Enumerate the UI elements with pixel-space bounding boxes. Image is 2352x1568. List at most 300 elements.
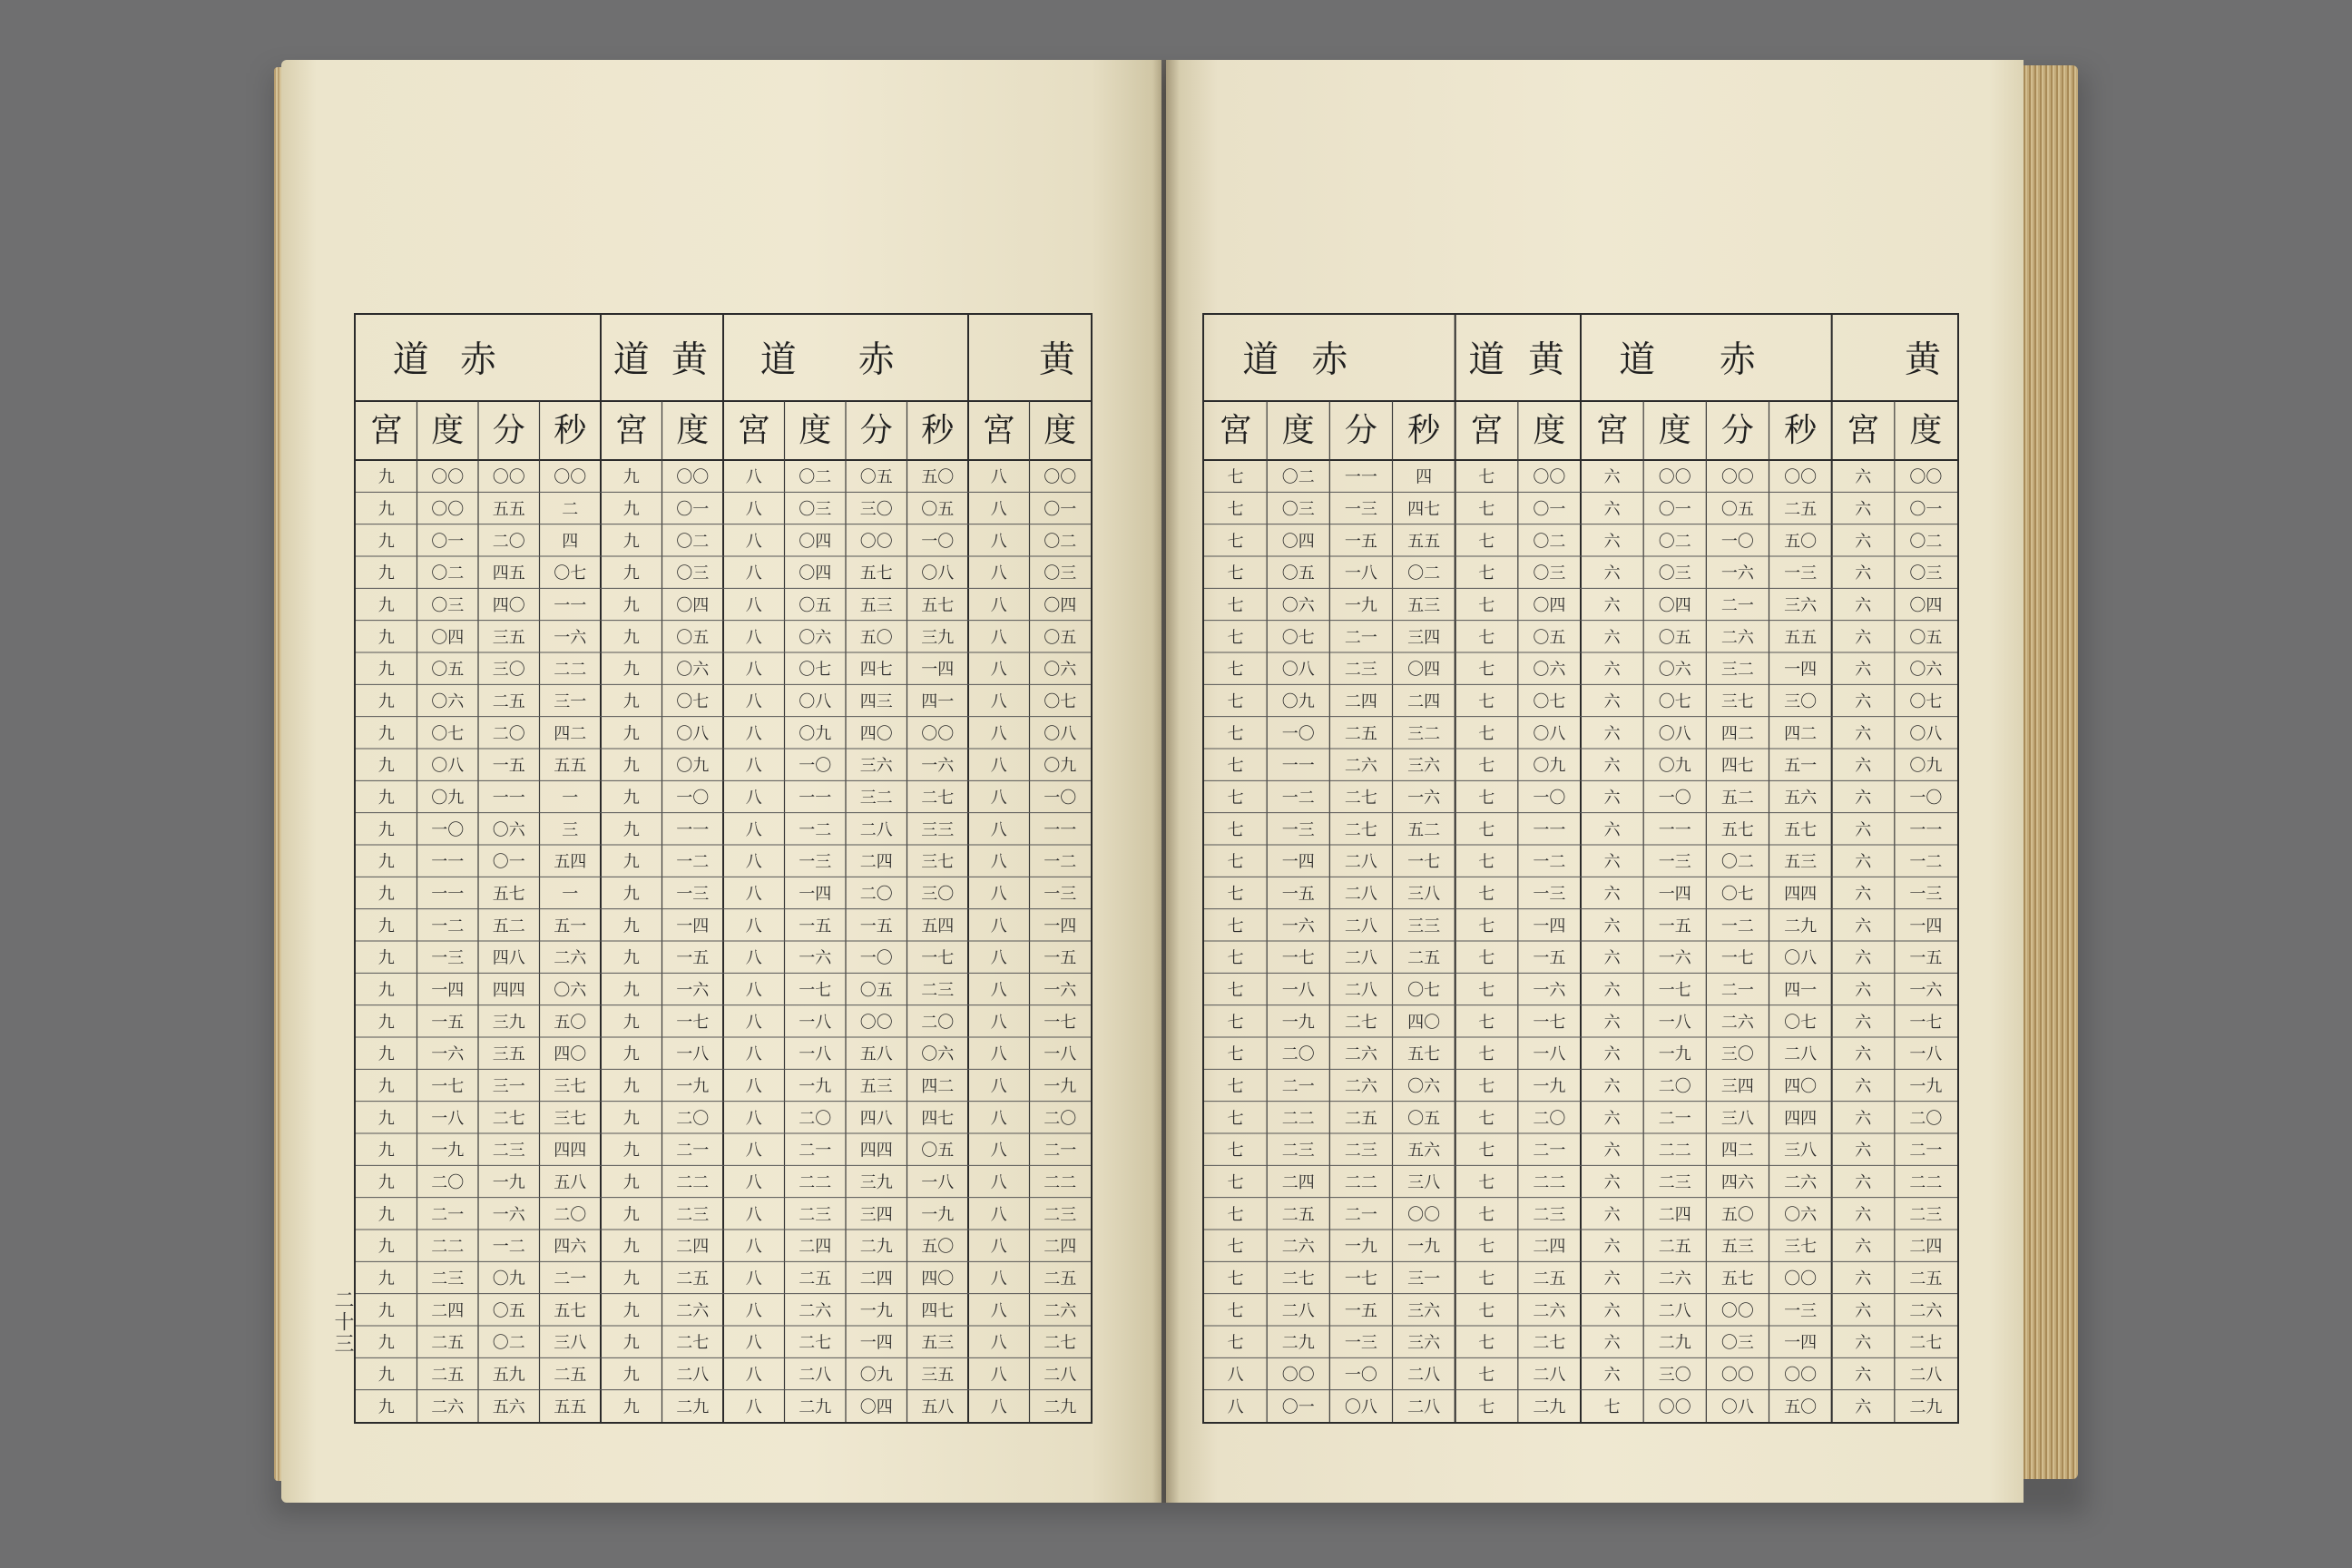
right-cell: 〇七	[1909, 692, 1943, 712]
right-cell: 三八	[1784, 1141, 1818, 1161]
right-cell: 二六	[1720, 1013, 1754, 1033]
left-cell: 二六	[1044, 1301, 1077, 1321]
right-cell: 六	[1603, 916, 1621, 936]
right-cell: 〇〇	[1909, 467, 1943, 487]
right-cell: 一三	[1784, 564, 1818, 583]
left-cell: 八	[990, 692, 1007, 712]
right-cell: 〇二	[1658, 532, 1691, 552]
left-header-3: 道	[612, 338, 650, 381]
left-cell: 四〇	[859, 724, 893, 744]
left-cell: 八	[990, 916, 1007, 936]
left-cell: 九	[622, 1301, 640, 1321]
left-cell: 三五	[492, 1044, 525, 1064]
left-cell: 五二	[492, 916, 525, 936]
right-cell: 二九	[1784, 916, 1818, 936]
left-cell: 一五	[676, 948, 710, 968]
left-cell: 〇〇	[859, 1013, 893, 1033]
left-cell: 一四	[431, 981, 465, 1001]
left-cell: 〇九	[431, 789, 465, 808]
right-cell: 七	[1478, 596, 1495, 616]
right-cell: 六	[1855, 1013, 1872, 1033]
left-cell: 九	[377, 1077, 395, 1097]
left-cell: 一六	[921, 756, 955, 776]
left-cell: 九	[377, 1397, 395, 1417]
left-cell: 〇六	[676, 660, 710, 680]
right-cell: 二七	[1344, 820, 1377, 840]
right-cell: 一七	[1407, 852, 1441, 872]
left-cell: 三〇	[492, 660, 525, 680]
left-cell: 二〇	[859, 885, 893, 905]
left-cell: 五〇	[921, 1237, 955, 1257]
left-cell: 〇八	[676, 724, 710, 744]
left-cell: 二四	[859, 1269, 893, 1289]
left-cell: 四二	[921, 1077, 955, 1097]
left-cell: 一八	[431, 1109, 465, 1129]
right-cell: 七	[1478, 948, 1495, 968]
right-cell: 六	[1603, 981, 1621, 1001]
right-cell: 四二	[1720, 724, 1754, 744]
left-cell: 九	[622, 596, 640, 616]
left-cell: 四一	[921, 692, 955, 712]
left-cell: 一〇	[1044, 789, 1077, 808]
right-cell: 五六	[1407, 1141, 1441, 1161]
right-cell: 一〇	[1909, 789, 1943, 808]
left-cell: 一九	[676, 1077, 710, 1097]
right-cell: 〇五	[1658, 628, 1691, 648]
right-cell: 一二	[1533, 852, 1566, 872]
right-cell: 〇六	[1407, 1077, 1441, 1097]
right-cell: 〇四	[1407, 660, 1441, 680]
right-table-row	[1228, 1109, 1943, 1128]
right-subheader-6: 宮	[1595, 412, 1629, 450]
left-subheader-3: 秒	[554, 412, 587, 450]
right-cell: 〇八	[1344, 1397, 1377, 1417]
right-cell: 七	[1227, 948, 1244, 968]
right-cell: 〇五	[1533, 628, 1566, 648]
left-cell: 一六	[676, 981, 710, 1001]
left-cell: 二四	[859, 852, 893, 872]
left-cell: 八	[745, 1333, 762, 1353]
right-cell: 六	[1603, 660, 1621, 680]
left-cell: 一七	[799, 981, 832, 1001]
left-table-row	[378, 1397, 1077, 1416]
right-subheader-2: 分	[1344, 412, 1377, 450]
right-cell: 〇六	[1281, 596, 1315, 616]
left-cell: 九	[377, 692, 395, 712]
right-cell: 二三	[1909, 1205, 1943, 1225]
book-gutter	[1152, 60, 1180, 1503]
left-cell: 五八	[921, 1397, 955, 1417]
left-table-row	[378, 468, 1077, 487]
right-cell: 四七	[1720, 756, 1754, 776]
right-table-row	[1228, 724, 1943, 743]
right-cell: 七	[1227, 1141, 1244, 1161]
left-cell: 五三	[921, 1333, 955, 1353]
left-subheader-4: 宮	[614, 412, 648, 450]
right-cell: 七	[1227, 789, 1244, 808]
right-cell: 七	[1227, 1013, 1244, 1033]
left-cell: 三六	[859, 756, 893, 776]
right-cell: 一七	[1720, 948, 1754, 968]
right-cell: 六	[1855, 1301, 1872, 1321]
left-table-row	[378, 1173, 1077, 1192]
left-cell: 八	[990, 820, 1007, 840]
right-subheader-5: 度	[1533, 412, 1566, 450]
left-cell: 一一	[676, 820, 710, 840]
left-cell: 一五	[492, 756, 525, 776]
left-cell: 一六	[1044, 981, 1077, 1001]
left-cell: 九	[377, 467, 395, 487]
right-cell: 一一	[1533, 820, 1566, 840]
left-cell: 三七	[921, 852, 955, 872]
right-cell: 三八	[1407, 1173, 1441, 1193]
right-cell: 七	[1478, 564, 1495, 583]
left-cell: 九	[377, 1333, 395, 1353]
left-cell: 八	[745, 885, 762, 905]
left-cell: 三四	[859, 1205, 893, 1225]
left-cell: 〇九	[676, 756, 710, 776]
right-cell: 一一	[1344, 467, 1377, 487]
left-cell: 八	[990, 467, 1007, 487]
right-cell: 三〇	[1658, 1366, 1691, 1386]
right-subheader-1: 度	[1281, 412, 1315, 450]
left-cell: 一一	[554, 596, 587, 616]
left-table-row	[378, 1269, 1077, 1289]
left-cell: 〇二	[1044, 532, 1077, 552]
right-cell: 二二	[1909, 1173, 1943, 1193]
right-cell: 五七	[1784, 820, 1818, 840]
right-cell: 二三	[1344, 1141, 1377, 1161]
right-cell: 〇四	[1658, 596, 1691, 616]
left-cell: 二五	[1044, 1269, 1077, 1289]
right-cell: 一六	[1658, 948, 1691, 968]
right-cell: 五五	[1407, 532, 1441, 552]
left-cell: 九	[622, 916, 640, 936]
left-header-5: 道	[760, 338, 797, 381]
right-cell: 六	[1603, 1044, 1621, 1064]
right-cell: 六	[1603, 596, 1621, 616]
left-cell: 〇一	[492, 852, 525, 872]
right-cell: 二四	[1533, 1237, 1566, 1257]
left-table-row	[378, 1238, 1077, 1257]
right-cell: 二六	[1533, 1301, 1566, 1321]
right-cell: 一一	[1281, 756, 1315, 776]
left-cell: 四〇	[492, 596, 525, 616]
left-cell: 〇〇	[492, 467, 525, 487]
left-cell: 〇三	[676, 564, 710, 583]
right-cell: 六	[1855, 1109, 1872, 1129]
right-cell: 二八	[1784, 1044, 1818, 1064]
left-cell: 二〇	[431, 1173, 465, 1193]
right-cell: 一三	[1344, 500, 1377, 520]
left-cell: 三七	[554, 1109, 587, 1129]
right-cell: 二八	[1344, 948, 1377, 968]
left-cell: 一〇	[799, 756, 832, 776]
left-cell: 八	[745, 596, 762, 616]
left-cell: 一九	[799, 1077, 832, 1097]
right-cell: 七	[1227, 1077, 1244, 1097]
left-cell: 二一	[676, 1141, 710, 1161]
left-cell: 一三	[676, 885, 710, 905]
right-cell: 一四	[1909, 916, 1943, 936]
right-cell: 七	[1478, 1397, 1495, 1417]
left-table-row	[378, 724, 1077, 743]
left-cell: 〇二	[676, 532, 710, 552]
right-cell: 一六	[1407, 789, 1441, 808]
right-cell: 七	[1478, 1301, 1495, 1321]
left-cell: 三五	[921, 1366, 955, 1386]
left-cell: 八	[745, 1173, 762, 1193]
right-header-2: 黄	[1527, 338, 1564, 381]
left-cell: 九	[622, 756, 640, 776]
left-cell: 二四	[1044, 1237, 1077, 1257]
left-cell: 八	[745, 1397, 762, 1417]
left-astronomical-table	[356, 315, 1091, 1422]
left-cell: 九	[377, 852, 395, 872]
right-cell: 七	[1478, 820, 1495, 840]
left-cell: 一〇	[676, 789, 710, 808]
left-cell: 八	[990, 1013, 1007, 1033]
left-cell: 二八	[676, 1366, 710, 1386]
right-cell: 二一	[1281, 1077, 1315, 1097]
left-cell: 〇五	[859, 467, 893, 487]
left-cell: 一四	[921, 660, 955, 680]
right-cell: 二八	[1344, 885, 1377, 905]
right-cell: 二四	[1407, 692, 1441, 712]
left-cell: 〇五	[921, 1141, 955, 1161]
left-table-row	[378, 789, 1077, 808]
left-cell: 五四	[921, 916, 955, 936]
left-cell: 一九	[921, 1205, 955, 1225]
left-cell: 八	[990, 1237, 1007, 1257]
left-cell: 九	[622, 789, 640, 808]
left-cell: 九	[377, 1301, 395, 1321]
right-cell: 一五	[1533, 948, 1566, 968]
right-cell: 七	[1478, 1077, 1495, 1097]
left-cell: 九	[377, 1269, 395, 1289]
right-cell: 六	[1603, 500, 1621, 520]
left-cell: 五八	[859, 1044, 893, 1064]
left-cell: 八	[990, 1044, 1007, 1064]
right-cell: 二九	[1909, 1397, 1943, 1417]
right-table-row	[1228, 1397, 1943, 1416]
left-cell: 一二	[431, 916, 465, 936]
left-cell: 五三	[859, 596, 893, 616]
right-cell: 一〇	[1344, 1366, 1377, 1386]
left-cell: 二四	[799, 1237, 832, 1257]
left-cell: 〇〇	[1044, 467, 1077, 487]
right-cell: 七	[1478, 500, 1495, 520]
left-cell: 八	[990, 660, 1007, 680]
right-cell: 二五	[1281, 1205, 1315, 1225]
left-cell: 〇三	[431, 596, 465, 616]
right-cell: 六	[1855, 1205, 1872, 1225]
left-cell: 二三	[431, 1269, 465, 1289]
right-cell: 二五	[1407, 948, 1441, 968]
right-cell: 五三	[1720, 1237, 1754, 1257]
left-cell: 八	[745, 1077, 762, 1097]
left-cell: 五七	[554, 1301, 587, 1321]
left-cell: 八	[990, 724, 1007, 744]
right-cell: 六	[1855, 467, 1872, 487]
right-table-row	[1228, 1301, 1944, 1320]
left-cell: 九	[622, 500, 640, 520]
right-cell: 六	[1603, 885, 1621, 905]
left-cell: 二一	[1044, 1141, 1077, 1161]
right-cell: 七	[1478, 756, 1495, 776]
left-cell: 一三	[1044, 885, 1077, 905]
left-cell: 二〇	[676, 1109, 710, 1129]
left-cell: 二六	[799, 1301, 832, 1321]
right-cell: 六	[1603, 628, 1621, 648]
right-cell: 六	[1603, 789, 1621, 808]
left-cell: 八	[745, 948, 762, 968]
right-cell: 一四	[1784, 1333, 1818, 1353]
left-cell: 四〇	[921, 1269, 955, 1289]
right-cell: 〇〇	[1658, 467, 1691, 487]
left-header-4: 赤	[858, 338, 895, 381]
right-cell: 六	[1855, 500, 1872, 520]
right-cell: 〇一	[1658, 500, 1691, 520]
left-cell: 〇〇	[431, 467, 465, 487]
left-cell: 二三	[921, 981, 955, 1001]
left-cell: 四二	[554, 724, 587, 744]
left-cell: 〇五	[799, 596, 832, 616]
right-cell: 〇五	[1281, 564, 1315, 583]
right-table-row	[1228, 757, 1943, 776]
left-cell: 一二	[676, 852, 710, 872]
left-cell: 九	[622, 1269, 640, 1289]
right-cell: 三六	[1407, 1301, 1441, 1321]
right-cell: 〇二	[1281, 467, 1315, 487]
right-cell: 二六	[1658, 1269, 1691, 1289]
right-cell: 六	[1603, 1013, 1621, 1033]
left-cell: 一一	[1044, 820, 1077, 840]
right-table-row	[1228, 692, 1943, 711]
right-cell: 七	[1227, 628, 1244, 648]
left-cell: 二二	[799, 1173, 832, 1193]
left-subheader-8: 分	[859, 412, 893, 450]
right-cell: 二四	[1909, 1237, 1943, 1257]
left-cell: 二〇	[492, 532, 525, 552]
left-cell: 〇五	[859, 981, 893, 1001]
left-cell: 〇六	[431, 692, 465, 712]
open-book	[281, 60, 2082, 1503]
right-cell: 一三	[1533, 885, 1566, 905]
right-cell: 五二	[1720, 789, 1754, 808]
right-subheader-0: 宮	[1219, 412, 1252, 450]
right-cell: 四二	[1784, 724, 1818, 744]
left-subheader-7: 度	[799, 412, 832, 450]
left-cell: 五五	[554, 1397, 587, 1417]
right-cell: 二八	[1344, 852, 1377, 872]
left-cell: 二七	[799, 1333, 832, 1353]
right-cell: 六	[1603, 1237, 1621, 1257]
left-cell: 八	[990, 1077, 1007, 1097]
right-cell: 七	[1227, 692, 1244, 712]
right-header-0: 赤	[1311, 338, 1348, 381]
left-cell: 二五	[492, 692, 525, 712]
left-cell: 〇八	[921, 564, 955, 583]
right-cell: 五七	[1407, 1044, 1441, 1064]
right-cell: 一六	[1909, 981, 1943, 1001]
right-cell: 四〇	[1407, 1013, 1441, 1033]
right-cell: 〇三	[1281, 500, 1315, 520]
left-cell: 〇〇	[676, 467, 710, 487]
right-cell: 二九	[1533, 1397, 1566, 1417]
left-cell: 二一	[554, 1269, 587, 1289]
left-cell: 一六	[554, 628, 587, 648]
left-cell: 二八	[1044, 1366, 1077, 1386]
left-cell: 八	[745, 1141, 762, 1161]
left-subheader-9: 秒	[921, 412, 955, 450]
right-cell: 七	[1478, 1269, 1495, 1289]
right-cell: 六	[1855, 948, 1872, 968]
left-cell: 〇七	[1044, 692, 1077, 712]
right-cell: 〇〇	[1407, 1205, 1441, 1225]
left-cell: 四七	[859, 660, 893, 680]
left-cell: 二〇	[799, 1109, 832, 1129]
right-cell: 三六	[1407, 756, 1441, 776]
right-cell: 七	[1227, 500, 1244, 520]
left-cell: 三八	[554, 1333, 587, 1353]
left-cell: 九	[377, 660, 395, 680]
left-cell: 〇二	[799, 467, 832, 487]
right-cell: 〇五	[1720, 500, 1754, 520]
right-cell: 〇五	[1407, 1109, 1441, 1129]
right-cell: 三四	[1720, 1077, 1754, 1097]
left-cell: 一八	[799, 1044, 832, 1064]
left-cell: 二五	[676, 1269, 710, 1289]
right-cell: 六	[1855, 564, 1872, 583]
left-cell: 〇二	[431, 564, 465, 583]
left-cell: 〇四	[799, 564, 832, 583]
left-cell: 一五	[1044, 948, 1077, 968]
left-cell: 四四	[859, 1141, 893, 1161]
left-cell: 〇六	[799, 628, 832, 648]
left-table-row	[378, 820, 1077, 839]
left-cell: 八	[745, 1205, 762, 1225]
right-cell: 一三	[1784, 1301, 1818, 1321]
right-cell: 六	[1855, 756, 1872, 776]
left-cell: 五四	[554, 852, 587, 872]
right-cell: 一一	[1658, 820, 1691, 840]
left-cell: 〇九	[799, 724, 832, 744]
left-cell: 二六	[554, 948, 587, 968]
right-cell: 〇三	[1909, 564, 1943, 583]
left-cell: 四四	[492, 981, 525, 1001]
left-cell: 八	[990, 532, 1007, 552]
left-cell: 八	[990, 852, 1007, 872]
left-cell: 五九	[492, 1366, 525, 1386]
left-cell: 九	[377, 628, 395, 648]
right-cell: 〇八	[1909, 724, 1943, 744]
left-cell: 五七	[859, 564, 893, 583]
left-cell: 一七	[921, 948, 955, 968]
right-cell: 六	[1855, 1044, 1872, 1064]
left-cell: 四七	[921, 1301, 955, 1321]
right-cell: 二〇	[1533, 1109, 1566, 1129]
right-cell: 七	[1478, 1333, 1495, 1353]
right-cell: 五五	[1784, 628, 1818, 648]
left-cell: 八	[745, 1109, 762, 1129]
left-cell: 八	[745, 789, 762, 808]
left-cell: 二三	[492, 1141, 525, 1161]
right-cell: 一七	[1344, 1269, 1377, 1289]
right-page	[1166, 60, 2024, 1503]
left-cell: 〇四	[431, 628, 465, 648]
right-cell: 〇二	[1909, 532, 1943, 552]
